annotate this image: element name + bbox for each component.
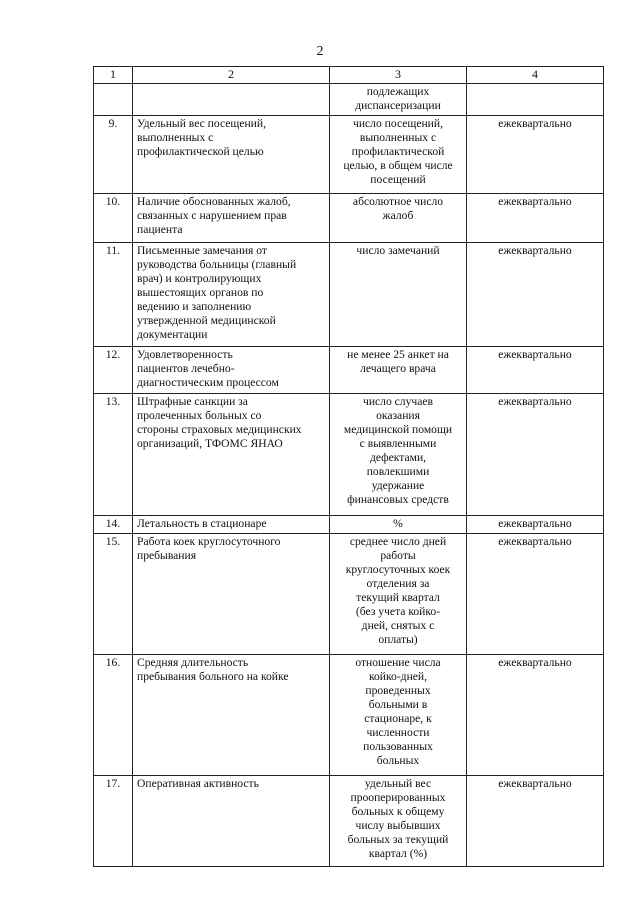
frequency-cell: ежеквартально (467, 776, 604, 867)
page-number: 2 (316, 44, 324, 59)
row-number: 13. (94, 394, 133, 516)
indicator-cell: Наличие обоснованных жалоб, связанных с нарушением прав пациента (133, 194, 330, 243)
table-row (94, 776, 604, 867)
row-number: 16. (94, 655, 133, 776)
table-row (94, 194, 604, 243)
indicator-cell: Удовлетворенность пациентов лечебно- диагностическим процессом (133, 347, 330, 394)
table-row (94, 243, 604, 347)
frequency-cell: ежеквартально (467, 116, 604, 194)
indicator-cell: Удельный вес посещений, выполненных с профилактической целью (133, 116, 330, 194)
row-number: 10. (94, 194, 133, 243)
unit-cell: число случаев оказания медицинской помощи с выявленными дефектами, повлекшими удержание финансовых средств (330, 394, 467, 516)
unit-cell: среднее число дней работы круглосуточных коек отделения за текущий квартал (без учета койко- дней, снятых с оплаты) (330, 534, 467, 655)
column-header: 1 (94, 67, 133, 84)
table-row (94, 394, 604, 516)
frequency-cell: ежеквартально (467, 347, 604, 394)
table-row (94, 347, 604, 394)
column-header: 4 (467, 67, 604, 84)
unit-cell: удельный вес прооперированных больных к общему числу выбывших больных за текущий квартал (%) (330, 776, 467, 867)
column-header: 3 (330, 67, 467, 84)
indicators-table (93, 66, 604, 867)
frequency-cell: ежеквартально (467, 394, 604, 516)
indicator-cell: Летальность в стационаре (133, 516, 330, 534)
table-row (94, 655, 604, 776)
indicator-cell: Письменные замечания от руководства больницы (главный врач) и контролирующих вышестоящих органов по ведению и заполнению утвержденной медицинской документации (133, 243, 330, 347)
table-header-row (94, 67, 604, 84)
table-row (94, 84, 604, 116)
unit-cell: число замечаний (330, 243, 467, 347)
unit-cell: не менее 25 анкет на лечащего врача (330, 347, 467, 394)
row-number: 9. (94, 116, 133, 194)
frequency-cell (467, 84, 604, 116)
row-number: 17. (94, 776, 133, 867)
row-number (94, 84, 133, 116)
indicator-cell (133, 84, 330, 116)
unit-cell: абсолютное число жалоб (330, 194, 467, 243)
indicator-cell: Штрафные санкции за пролеченных больных со стороны страховых медицинских организаций, ТФОМС ЯНАО (133, 394, 330, 516)
unit-cell: число посещений, выполненных с профилактической целью, в общем числе посещений (330, 116, 467, 194)
indicator-cell: Работа коек круглосуточного пребывания (133, 534, 330, 655)
unit-cell: отношение числа койко-дней, проведенных больными в стационаре, к численности пользованных больных (330, 655, 467, 776)
row-number: 11. (94, 243, 133, 347)
frequency-cell: ежеквартально (467, 534, 604, 655)
frequency-cell: ежеквартально (467, 516, 604, 534)
table-row (94, 516, 604, 534)
unit-cell: подлежащих диспансеризации (330, 84, 467, 116)
table-row (94, 534, 604, 655)
indicator-cell: Оперативная активность (133, 776, 330, 867)
frequency-cell: ежеквартально (467, 243, 604, 347)
frequency-cell: ежеквартально (467, 655, 604, 776)
row-number: 12. (94, 347, 133, 394)
row-number: 14. (94, 516, 133, 534)
column-header: 2 (133, 67, 330, 84)
table-row (94, 116, 604, 194)
frequency-cell: ежеквартально (467, 194, 604, 243)
unit-cell: % (330, 516, 467, 534)
row-number: 15. (94, 534, 133, 655)
indicator-cell: Средняя длительность пребывания больного на койке (133, 655, 330, 776)
